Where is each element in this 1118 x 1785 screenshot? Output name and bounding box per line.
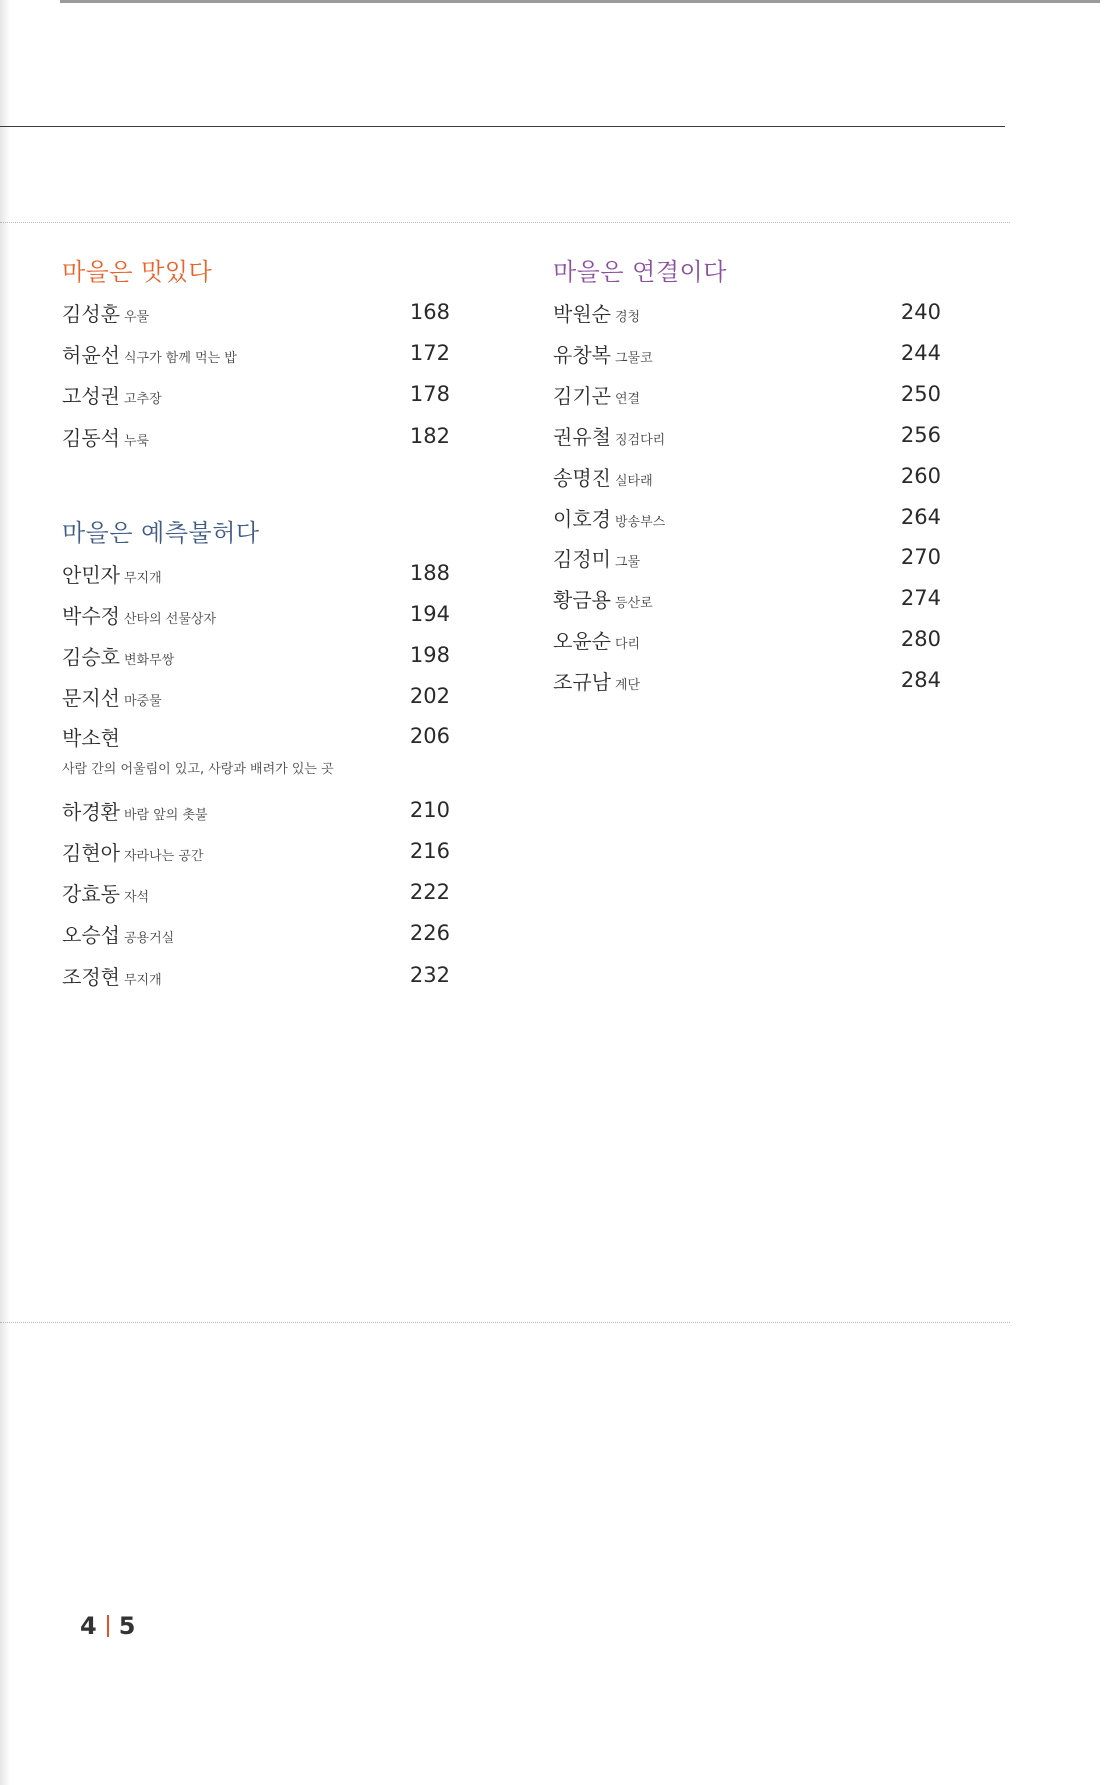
toc-entry[interactable] (553, 625, 941, 657)
work-title: 그물 (614, 555, 641, 570)
page-number: 168 (409, 300, 450, 324)
author-name: 박수정 (62, 604, 120, 628)
toc-entry[interactable] (553, 339, 941, 371)
work-title: 실타래 (614, 474, 653, 489)
work-title: 고추장 (123, 392, 162, 407)
top-page-edge (60, 0, 1100, 3)
lower-dotted-rule (0, 1322, 1010, 1323)
toc-entry[interactable] (62, 682, 450, 714)
work-title: 식구가 함께 먹는 밥 (123, 351, 237, 366)
page-gutter-shade (0, 0, 10, 1785)
page-number: 194 (409, 602, 450, 626)
author-name: 황금용 (553, 588, 611, 612)
author-name: 오승섭 (62, 923, 120, 947)
author-name: 하경환 (62, 800, 120, 824)
page-number: 232 (409, 963, 450, 987)
work-title: 연결 (614, 392, 641, 407)
work-title: 다리 (614, 637, 641, 652)
page-number: 244 (900, 341, 941, 365)
page-number: 206 (409, 724, 450, 748)
author-name: 권유철 (553, 425, 611, 449)
section-title: 마을은 맛있다 (62, 258, 213, 286)
work-title: 방송부스 (614, 515, 666, 530)
folio-left-page: 4 (80, 1612, 97, 1640)
page-number: 210 (409, 798, 450, 822)
toc-entry[interactable] (62, 339, 450, 371)
folio-separator (107, 1615, 109, 1637)
toc-entry[interactable] (553, 503, 941, 535)
page-number: 198 (409, 643, 450, 667)
work-title: 경청 (614, 310, 641, 325)
toc-entry[interactable] (553, 462, 941, 494)
author-name: 오윤순 (553, 629, 611, 653)
work-title-subline: 사람 간의 어울림이 있고, 사랑과 배려가 있는 곳 (62, 762, 334, 777)
page-number: 182 (409, 424, 450, 448)
page-number: 222 (409, 880, 450, 904)
work-title: 산타의 선물상자 (123, 612, 217, 627)
work-title: 공용거실 (123, 931, 175, 946)
author-name: 문지선 (62, 686, 120, 710)
author-name: 고성권 (62, 384, 120, 408)
toc-entry[interactable] (553, 421, 941, 453)
work-title: 무지개 (123, 571, 162, 586)
work-title: 누룩 (123, 434, 150, 449)
folio-right-page: 5 (118, 1612, 136, 1640)
header-rule (0, 126, 1005, 127)
author-name: 허윤선 (62, 343, 120, 367)
toc-entry[interactable] (62, 559, 450, 591)
toc-entry[interactable] (62, 298, 450, 330)
page-number: 274 (900, 586, 941, 610)
toc-entry[interactable] (62, 878, 450, 910)
toc-entry[interactable] (62, 380, 450, 412)
page-number: 240 (900, 300, 941, 324)
toc-entry[interactable] (62, 600, 450, 632)
toc-entry[interactable] (62, 961, 450, 993)
author-name: 유창복 (553, 343, 611, 367)
toc-entry[interactable] (62, 796, 450, 828)
toc-entry[interactable] (553, 584, 941, 616)
toc-entry[interactable] (62, 722, 450, 754)
author-name: 이호경 (553, 507, 611, 531)
author-name: 김성훈 (62, 302, 120, 326)
work-title: 자석 (123, 890, 150, 905)
upper-dotted-rule (0, 222, 1010, 223)
work-title: 마중물 (123, 694, 162, 709)
work-title: 등산로 (614, 596, 653, 611)
work-title: 우물 (123, 310, 150, 325)
section-title: 마을은 연결이다 (553, 258, 727, 286)
toc-entry[interactable] (62, 919, 450, 951)
page-number: 250 (900, 382, 941, 406)
page-number: 178 (409, 382, 450, 406)
toc-entry[interactable] (62, 422, 450, 454)
page-number: 188 (409, 561, 450, 585)
author-name: 박원순 (553, 302, 611, 326)
work-title: 바람 앞의 촛불 (123, 808, 208, 823)
author-name: 김동석 (62, 426, 120, 450)
page-number: 226 (409, 921, 450, 945)
page-number: 256 (900, 423, 941, 447)
page-number: 260 (900, 464, 941, 488)
toc-entry[interactable] (553, 666, 941, 698)
page-number: 280 (900, 627, 941, 651)
toc-entry[interactable] (62, 837, 450, 869)
author-name: 김기곤 (553, 384, 611, 408)
toc-entry[interactable] (62, 641, 450, 673)
toc-entry[interactable] (553, 543, 941, 575)
page-number: 270 (900, 545, 941, 569)
page-number: 216 (409, 839, 450, 863)
page-number: 284 (900, 668, 941, 692)
author-name: 조규남 (553, 670, 611, 694)
page-number: 202 (409, 684, 450, 708)
author-name: 김승호 (62, 645, 120, 669)
work-title: 징검다리 (614, 433, 666, 448)
page-folio (80, 1612, 135, 1640)
author-name: 김현아 (62, 841, 120, 865)
work-title: 자라나는 공간 (123, 849, 204, 864)
author-name: 조정현 (62, 965, 120, 989)
work-title: 무지개 (123, 973, 162, 988)
work-title: 변화무쌍 (123, 653, 175, 668)
author-name: 강효동 (62, 882, 120, 906)
work-title: 그물코 (614, 351, 653, 366)
page-number: 172 (409, 341, 450, 365)
author-name: 김정미 (553, 547, 611, 571)
work-title: 계단 (614, 678, 641, 693)
section-title: 마을은 예측불허다 (62, 519, 260, 547)
author-name: 안민자 (62, 563, 120, 587)
author-name: 송명진 (553, 466, 611, 490)
author-name: 박소현 (62, 726, 120, 750)
toc-entry[interactable] (553, 380, 941, 412)
toc-entry[interactable] (553, 298, 941, 330)
page-number: 264 (900, 505, 941, 529)
